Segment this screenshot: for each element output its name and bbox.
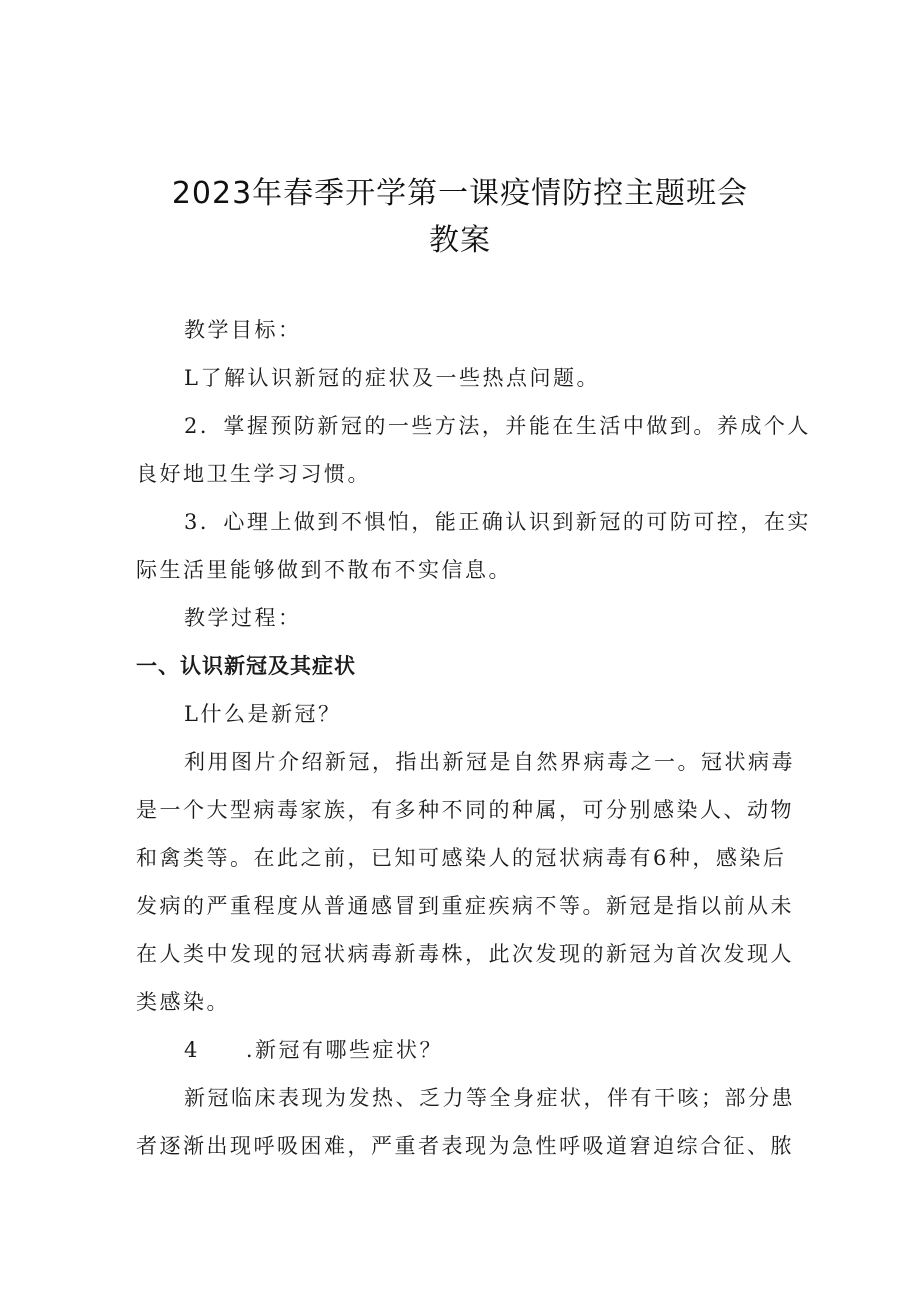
para-2-line-2: 者逐渐出现呼吸困难，严重者表现为急性呼吸道窘迫综合征、脓: [136, 1134, 794, 1158]
question-2: [136, 1026, 791, 1074]
objective-item-1: L了解认识新冠的症状及一些热点问题。: [184, 366, 600, 390]
question-2-text: .新冠有哪些症状？: [245, 1038, 444, 1062]
question-2-number: 4: [184, 1038, 200, 1062]
para-2-line-1: 新冠临床表现为发热、乏力等全身症状，伴有干咳；部分患: [184, 1086, 795, 1110]
para-1-line-5: 在人类中发现的冠状病毒新毒株，此次发现的新冠为首次发现人: [136, 942, 794, 966]
objective-item-2-line-2: 良好地卫生学习习惯。: [136, 462, 371, 486]
question-1: L什么是新冠？: [184, 702, 342, 726]
process-heading: 教学过程：: [184, 606, 302, 630]
para-1-line-2: 是一个大型病毒家族，有多种不同的种属，可分别感染人、动物: [136, 798, 794, 822]
para-1-line-4: 发病的严重程度从普通感冒到重症疾病不等。新冠是指以前从未: [136, 894, 794, 918]
objective-item-3-line-2: 际生活里能够做到不散布不实信息。: [136, 558, 512, 582]
para-1-line-6: 类感染。: [136, 990, 230, 1014]
document-title-line-2: 教案: [429, 223, 491, 258]
document-title-line-1: 2023年春季开学第一课疫情防控主题班会: [171, 176, 749, 211]
para-1-line-1: 利用图片介绍新冠，指出新冠是自然界病毒之一。冠状病毒: [184, 750, 795, 774]
section-1-title: 一、认识新冠及其症状: [136, 654, 356, 678]
objective-item-3-line-1: 3．心理上做到不惧怕，能正确认识到新冠的可防可控，在实: [184, 510, 811, 534]
objective-item-2-line-1: 2．掌握预防新冠的一些方法，并能在生活中做到。养成个人: [184, 414, 811, 438]
objectives-heading: 教学目标：: [184, 318, 302, 342]
document-body: [136, 306, 811, 1170]
para-1-line-3: 和禽类等。在此之前，已知可感染人的冠状病毒有6种，感染后: [136, 846, 787, 870]
